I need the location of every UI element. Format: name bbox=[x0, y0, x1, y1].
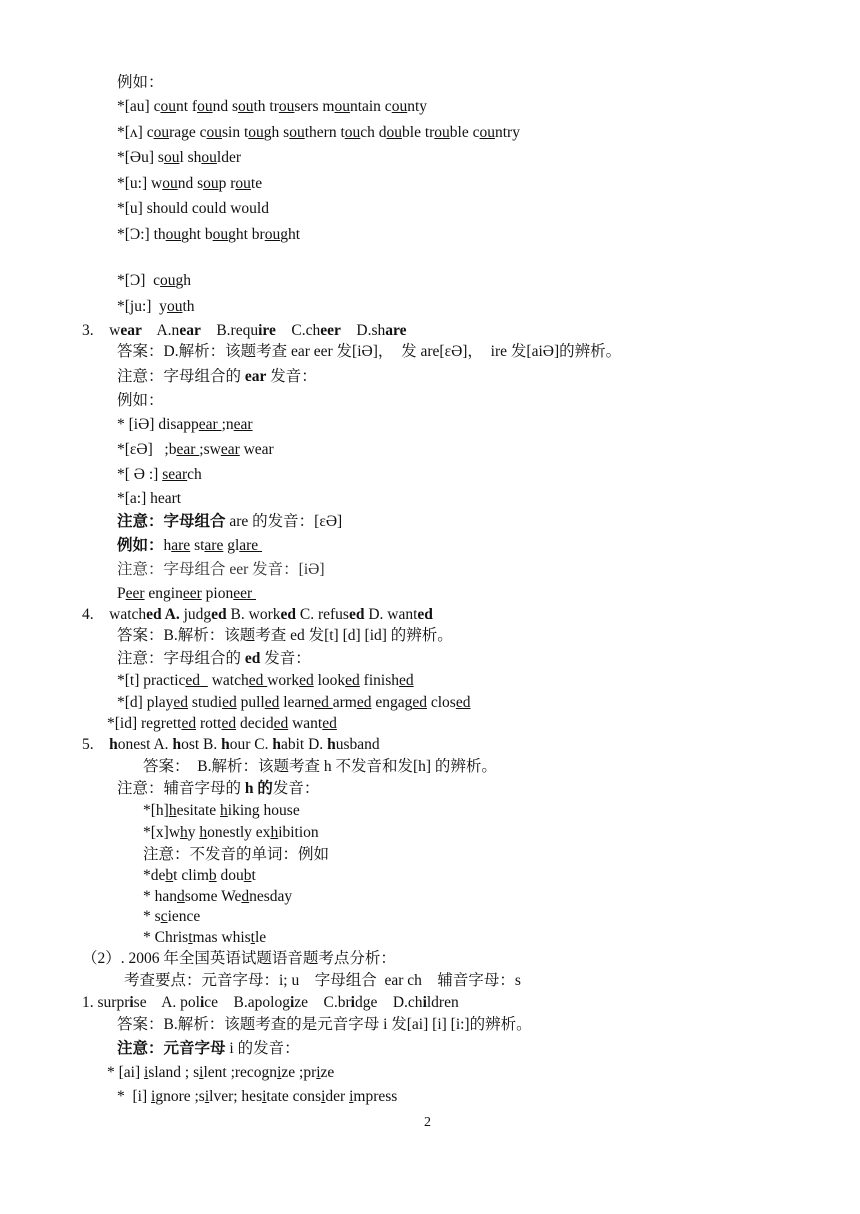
text-line bbox=[117, 124, 520, 142]
underlined-letters: h bbox=[199, 824, 208, 841]
line-text: *[id] regrett bbox=[107, 715, 182, 732]
bold-text: ear bbox=[179, 322, 201, 339]
line-text: ble tr bbox=[402, 124, 435, 141]
text-line bbox=[117, 74, 164, 92]
underlined-letters: ou bbox=[479, 124, 495, 141]
text-line bbox=[143, 802, 300, 820]
underlined-letters: ed bbox=[455, 694, 471, 711]
underlined-letters: ou bbox=[203, 175, 219, 192]
underlined-letters: ou bbox=[235, 175, 251, 192]
line-text: ience bbox=[167, 908, 201, 925]
line-text: nesday bbox=[249, 888, 293, 905]
text-line bbox=[117, 537, 262, 555]
line-text: t bbox=[251, 867, 256, 884]
text-line bbox=[82, 606, 433, 624]
underlined-letters: ed bbox=[222, 694, 237, 711]
underlined-letters: ou bbox=[201, 149, 217, 166]
line-text: ze bbox=[320, 1064, 335, 1081]
bold-text: ed bbox=[211, 606, 227, 623]
line-text: tate cons bbox=[266, 1088, 322, 1105]
underlined-letters: i bbox=[262, 1088, 267, 1105]
line-text: 5. bbox=[82, 736, 110, 753]
line-text: 3. w bbox=[82, 322, 121, 339]
bold-text: i bbox=[289, 994, 295, 1011]
line-text: *[Ɔ:] th bbox=[117, 226, 166, 243]
text-line bbox=[143, 908, 200, 926]
line-text: engag bbox=[371, 694, 413, 711]
bold-text: i bbox=[199, 994, 205, 1011]
line-text: 答案：B.解析：该题考查 ed 发[t] [d] [id] 的辨析。 bbox=[117, 627, 453, 644]
line-text: t clim bbox=[173, 867, 209, 884]
text-line bbox=[82, 950, 396, 968]
line-text: pull bbox=[236, 694, 265, 711]
underlined-letters: t bbox=[250, 929, 255, 946]
line-text: 发音： bbox=[266, 368, 317, 385]
line-text: *de bbox=[143, 867, 166, 884]
underlined-letters: ed bbox=[264, 694, 280, 711]
underlined-letters: d bbox=[241, 888, 250, 905]
underlined-letters: ear bbox=[198, 416, 222, 433]
text-line bbox=[143, 867, 256, 885]
line-text: ght bbox=[280, 226, 300, 243]
line-text: st bbox=[190, 537, 205, 554]
line-text: lver; hes bbox=[209, 1088, 263, 1105]
line-text: le bbox=[254, 929, 267, 946]
line-text: rage c bbox=[169, 124, 207, 141]
underlined-letters: ou bbox=[212, 226, 229, 243]
bold-text: 注意：字母组合 bbox=[117, 513, 226, 530]
bold-text: 例如： bbox=[117, 537, 164, 554]
line-text: dge D.ch bbox=[354, 994, 423, 1011]
underlined-letters: eer bbox=[182, 585, 202, 602]
bold-text: ed bbox=[417, 606, 433, 623]
underlined-letters: h bbox=[220, 802, 228, 819]
text-line bbox=[117, 1040, 300, 1058]
line-text: * han bbox=[143, 888, 178, 905]
underlined-letters: ou bbox=[289, 124, 305, 141]
bold-text: ed bbox=[244, 650, 261, 667]
line-text: rott bbox=[196, 715, 222, 732]
line-text: te bbox=[250, 175, 263, 192]
underlined-letters: ed bbox=[322, 715, 337, 732]
underlined-letters: ear bbox=[176, 441, 200, 458]
line-text: studi bbox=[188, 694, 223, 711]
line-text: th tr bbox=[253, 98, 279, 115]
underlined-letters: ou bbox=[278, 98, 295, 115]
underlined-letters: ou bbox=[334, 98, 350, 115]
text-line bbox=[82, 322, 406, 340]
text-line bbox=[117, 672, 414, 690]
underlined-letters: h bbox=[180, 824, 188, 841]
underlined-letters: ed bbox=[248, 672, 268, 689]
underlined-letters: eer bbox=[233, 585, 257, 602]
text-line bbox=[143, 888, 292, 906]
line-text: 注意：字母组合的 bbox=[117, 368, 245, 385]
line-text: nd s bbox=[212, 98, 238, 115]
bold-text: ed A. bbox=[146, 606, 180, 623]
line-text: * Chris bbox=[143, 929, 189, 946]
line-text: ntry bbox=[495, 124, 520, 141]
line-text: abit D. bbox=[281, 736, 328, 753]
underlined-letters: ou bbox=[197, 98, 213, 115]
line-text: learn bbox=[279, 694, 315, 711]
text-line bbox=[143, 824, 319, 842]
line-text: *[Ɔ] c bbox=[117, 272, 161, 289]
underlined-letters: ou bbox=[166, 298, 183, 315]
text-line bbox=[117, 650, 311, 668]
line-text: ost B. bbox=[181, 736, 222, 753]
underlined-letters: ed bbox=[273, 715, 289, 732]
line-text: gh s bbox=[263, 124, 290, 141]
line-text: gh bbox=[175, 272, 192, 289]
bold-text: h bbox=[109, 736, 118, 753]
bold-text: ed bbox=[280, 606, 296, 623]
line-text: finish bbox=[359, 672, 399, 689]
underlined-letters: are bbox=[204, 537, 224, 554]
underlined-letters: t bbox=[188, 929, 193, 946]
text-line bbox=[117, 343, 621, 361]
text-line bbox=[117, 1016, 532, 1034]
text-line bbox=[143, 846, 329, 864]
line-text: 注意：字母组合 eer 发音：[iƏ] bbox=[117, 561, 325, 578]
bold-text: i bbox=[422, 994, 427, 1011]
bold-text: h 的 bbox=[244, 780, 273, 797]
text-line bbox=[117, 466, 202, 484]
line-text: C. refus bbox=[296, 606, 349, 623]
underlined-letters: ou bbox=[386, 124, 403, 141]
line-text: h bbox=[163, 537, 172, 554]
line-text: * [i] bbox=[117, 1088, 152, 1105]
underlined-letters: ou bbox=[160, 272, 176, 289]
text-line bbox=[117, 585, 256, 603]
text-line bbox=[117, 561, 325, 579]
text-line bbox=[143, 758, 497, 776]
line-text: 发音： bbox=[260, 650, 311, 667]
line-text: 例如： bbox=[117, 392, 164, 409]
text-line bbox=[117, 627, 453, 645]
line-text: * s bbox=[143, 908, 161, 925]
line-text: gl bbox=[223, 537, 240, 554]
line-text: ;sw bbox=[199, 441, 221, 458]
text-line bbox=[117, 368, 317, 386]
line-text: arm bbox=[332, 694, 357, 711]
line-text: our C. bbox=[229, 736, 273, 753]
underlined-letters: i bbox=[204, 1088, 210, 1105]
line-text: l sh bbox=[179, 149, 202, 166]
underlined-letters: ou bbox=[162, 175, 178, 192]
line-text: judg bbox=[179, 606, 212, 623]
text-line bbox=[82, 994, 459, 1012]
line-text: ze C.br bbox=[294, 994, 351, 1011]
line-text: B.requ bbox=[200, 322, 259, 339]
line-text: *[u:] w bbox=[117, 175, 163, 192]
underlined-letters: i bbox=[277, 1064, 282, 1081]
line-text: ze ;pr bbox=[281, 1064, 317, 1081]
underlined-letters: b bbox=[208, 867, 217, 884]
line-text: i 的发音： bbox=[225, 1040, 300, 1057]
underlined-letters: ed bbox=[412, 694, 427, 711]
line-text: wear bbox=[239, 441, 274, 458]
underlined-letters: i bbox=[321, 1088, 326, 1105]
bold-text: ed bbox=[348, 606, 365, 623]
line-text: ;n bbox=[221, 416, 234, 433]
text-line bbox=[117, 416, 253, 434]
line-text: clos bbox=[427, 694, 456, 711]
line-text: iking house bbox=[227, 802, 300, 819]
line-text: *[d] play bbox=[117, 694, 174, 711]
line-text: lder bbox=[216, 149, 242, 166]
bold-text: i bbox=[350, 994, 355, 1011]
bold-text: h bbox=[172, 736, 182, 753]
underlined-letters: ou bbox=[206, 124, 223, 141]
line-text: esitate bbox=[176, 802, 221, 819]
underlined-letters: i bbox=[144, 1064, 149, 1081]
underlined-letters: ed bbox=[356, 694, 372, 711]
underlined-letters: i bbox=[349, 1088, 354, 1105]
text-line bbox=[117, 175, 262, 193]
line-text: A.n bbox=[141, 322, 180, 339]
text-line bbox=[124, 972, 521, 990]
underlined-letters: c bbox=[160, 908, 168, 925]
line-text: onestly ex bbox=[207, 824, 271, 841]
text-line bbox=[117, 98, 427, 116]
line-text: （2）. 2006 年全国英语试题语音题考点分析： bbox=[82, 950, 396, 967]
underlined-letters: ou bbox=[153, 124, 170, 141]
line-text: nt f bbox=[175, 98, 198, 115]
line-text: se A. pol bbox=[133, 994, 200, 1011]
line-text: work bbox=[267, 672, 300, 689]
line-text: 答案：D.解析：该题考查 ear eer 发[iƏ]， 发 are[εƏ]， ire 发[aiƏ]的辨析。 bbox=[117, 343, 622, 360]
bold-text: are bbox=[385, 322, 407, 339]
text-line bbox=[117, 392, 164, 410]
line-text: D.sh bbox=[340, 322, 386, 339]
line-text: C.ch bbox=[275, 322, 321, 339]
line-text: mpress bbox=[353, 1088, 398, 1105]
line-text: 答案：B.解析：该题考查的是元音字母 i 发[ai] [i] [i:]的辨析。 bbox=[117, 1016, 532, 1033]
line-text: * [ai] bbox=[107, 1064, 145, 1081]
line-text: nty bbox=[407, 98, 427, 115]
text-line bbox=[117, 226, 300, 244]
underlined-letters: h bbox=[270, 824, 279, 841]
text-line bbox=[117, 149, 241, 167]
underlined-letters: ed bbox=[185, 672, 208, 689]
underlined-letters: ear bbox=[233, 416, 253, 433]
line-text: thern t bbox=[304, 124, 345, 141]
underlined-letters: ou bbox=[248, 124, 264, 141]
underlined-letters: are bbox=[171, 537, 191, 554]
underlined-letters: ou bbox=[391, 98, 408, 115]
line-text: 例如： bbox=[117, 74, 164, 91]
text-line bbox=[117, 513, 342, 531]
text-line bbox=[117, 490, 181, 508]
underlined-letters: b bbox=[243, 867, 252, 884]
line-text: 1. surpr bbox=[82, 994, 130, 1011]
underlined-letters: ed bbox=[314, 694, 333, 711]
line-text: D. want bbox=[364, 606, 418, 623]
line-text: B. work bbox=[226, 606, 281, 623]
bold-text: ear bbox=[244, 368, 267, 385]
underlined-letters: sear bbox=[162, 466, 188, 483]
line-text: 考查要点：元音字母：i; u 字母组合 ear ch 辅音字母：s bbox=[124, 972, 521, 989]
line-text: look bbox=[313, 672, 346, 689]
bold-text: h bbox=[272, 736, 281, 753]
text-line bbox=[143, 929, 266, 947]
text-line bbox=[117, 441, 274, 459]
line-text: 4. watch bbox=[82, 606, 147, 623]
text-line bbox=[107, 1064, 334, 1082]
line-text: ce B.apolog bbox=[204, 994, 290, 1011]
line-text: decid bbox=[236, 715, 274, 732]
line-text: are 的发音：[εƏ] bbox=[225, 513, 343, 530]
line-text: lent ;recogn bbox=[203, 1064, 278, 1081]
underlined-letters: eer bbox=[125, 585, 145, 602]
bold-text: h bbox=[327, 736, 336, 753]
line-text: *[t] practic bbox=[117, 672, 186, 689]
text-line bbox=[117, 1088, 397, 1106]
line-text: ght br bbox=[228, 226, 265, 243]
line-text: 注意：辅音字母的 bbox=[117, 780, 245, 797]
text-line bbox=[117, 298, 195, 316]
underlined-letters: d bbox=[177, 888, 185, 905]
line-text: onest A. bbox=[117, 736, 173, 753]
underlined-letters: ed bbox=[345, 672, 360, 689]
bold-text: i bbox=[129, 994, 134, 1011]
line-text: nd s bbox=[177, 175, 204, 192]
underlined-letters: ou bbox=[160, 98, 176, 115]
line-text: *[u] should could would bbox=[117, 200, 269, 217]
underlined-letters: b bbox=[165, 867, 174, 884]
line-text: p r bbox=[218, 175, 236, 192]
line-text: * [iƏ] disapp bbox=[117, 416, 199, 433]
line-text: gnore ;s bbox=[155, 1088, 205, 1105]
line-text: ch d bbox=[360, 124, 387, 141]
line-text: ght b bbox=[181, 226, 213, 243]
line-text: watch bbox=[207, 672, 249, 689]
line-text: sland ; s bbox=[148, 1064, 200, 1081]
underlined-letters: ed bbox=[181, 715, 197, 732]
line-text: ntain c bbox=[349, 98, 392, 115]
line-text: ibition bbox=[278, 824, 319, 841]
line-text: ldren bbox=[426, 994, 459, 1011]
underlined-letters: ou bbox=[163, 149, 180, 166]
underlined-letters: ed bbox=[173, 694, 189, 711]
line-text: der bbox=[325, 1088, 350, 1105]
bold-text: h bbox=[221, 736, 230, 753]
underlined-letters: i bbox=[316, 1064, 321, 1081]
page-number: 2 bbox=[424, 1115, 431, 1130]
line-text: P bbox=[117, 585, 126, 602]
underlined-letters: ed bbox=[299, 672, 314, 689]
line-text: *[Əu] s bbox=[117, 149, 164, 166]
line-text: *[h] bbox=[143, 802, 169, 819]
line-text: pion bbox=[201, 585, 234, 602]
bold-text: 注意：元音字母 bbox=[117, 1040, 226, 1057]
line-text: ble c bbox=[449, 124, 480, 141]
underlined-letters: ed bbox=[398, 672, 414, 689]
text-line bbox=[107, 715, 337, 733]
text-line bbox=[82, 736, 380, 754]
line-text: want bbox=[288, 715, 323, 732]
underlined-letters: ou bbox=[434, 124, 450, 141]
line-text: 注意：字母组合的 bbox=[117, 650, 245, 667]
line-text: usband bbox=[335, 736, 380, 753]
line-text: *[ Ə :] bbox=[117, 466, 163, 483]
underlined-letters: ou bbox=[165, 226, 182, 243]
line-text: ch bbox=[187, 466, 202, 483]
underlined-letters: ou bbox=[237, 98, 254, 115]
line-text: engin bbox=[144, 585, 183, 602]
underlined-letters: i bbox=[199, 1064, 204, 1081]
line-text: *[a:] heart bbox=[117, 490, 182, 507]
bold-text: eer bbox=[320, 322, 341, 339]
line-text: *[ju:] y bbox=[117, 298, 167, 315]
text-line bbox=[117, 200, 269, 218]
line-text: 发音： bbox=[272, 780, 320, 797]
underlined-letters: ou bbox=[344, 124, 361, 141]
line-text: sers m bbox=[294, 98, 335, 115]
underlined-letters: i bbox=[151, 1088, 156, 1105]
underlined-letters: are bbox=[239, 537, 263, 554]
text-line bbox=[117, 780, 319, 798]
bold-text: ear bbox=[120, 322, 142, 339]
underlined-letters: h bbox=[168, 802, 177, 819]
text-line bbox=[117, 272, 191, 290]
line-text: th bbox=[182, 298, 195, 315]
line-text: some We bbox=[184, 888, 242, 905]
bold-text: ire bbox=[258, 322, 276, 339]
line-text: mas whis bbox=[192, 929, 251, 946]
underlined-letters: ear bbox=[220, 441, 240, 458]
underlined-letters: ou bbox=[264, 226, 281, 243]
text-line bbox=[117, 694, 470, 712]
line-text: *[εƏ] ;b bbox=[117, 441, 177, 458]
line-text: 答案： B.解析：该题考查 h 不发音和发[h] 的辨析。 bbox=[143, 758, 497, 775]
line-text: *[au] c bbox=[117, 98, 161, 115]
line-text: *[ʌ] c bbox=[117, 124, 154, 141]
underlined-letters: ed bbox=[221, 715, 237, 732]
line-text: 注意：不发音的单词：例如 bbox=[143, 846, 330, 863]
line-text: y bbox=[187, 824, 200, 841]
line-text: dou bbox=[216, 867, 244, 884]
line-text: *[x]w bbox=[143, 824, 181, 841]
line-text: sin t bbox=[222, 124, 249, 141]
